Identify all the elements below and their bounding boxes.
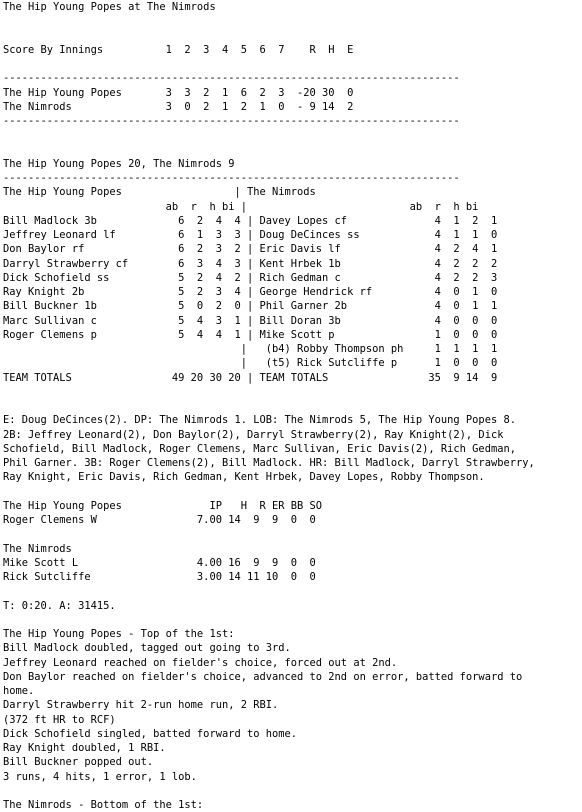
text-line: Score By Innings 1 2 3 4 5 6 7 R H E <box>3 43 354 56</box>
text-line <box>3 143 582 157</box>
text-line: The Hip Young Popes | The Nimrods <box>3 186 316 199</box>
text-line: Roger Clemens W 7.00 14 9 9 0 0 <box>3 514 316 526</box>
text-line: ab r h bi | ab r h bi <box>3 200 479 213</box>
text-line: E: Doug DeCinces(2). DP: The Nimrods 1. LOB: The Nimrods 5, The Hip Young Popes 8. <box>3 414 516 427</box>
text-line: The Hip Young Popes at The Nimrods <box>3 1 216 13</box>
text-line: (372 ft HR to RCF) <box>3 713 116 726</box>
text-line: Dick Schofield singled, batted forward to home. <box>3 727 298 740</box>
text-line: ------------------------------------------------------------------------- <box>3 72 460 85</box>
text-line: Jeffrey Leonard lf 6 1 3 3 | Doug DeCinces ss 4 1 1 0 <box>3 229 498 241</box>
text-line <box>3 584 582 598</box>
text-line: 2B: Jeffrey Leonard(2), Don Baylor(2), Darryl Strawberry(2), Ray Knight(2), Dick <box>3 428 504 441</box>
text-line <box>3 527 582 541</box>
text-line: Darryl Strawberry hit 2-run home run, 2 RBI. <box>3 699 279 712</box>
text-line: | (b4) Robby Thompson ph 1 1 1 1 <box>3 343 498 355</box>
text-line <box>3 29 582 43</box>
text-line <box>3 613 582 627</box>
text-line: The Nimrods 3 0 2 1 2 1 0 - 9 14 2 <box>3 100 354 113</box>
text-line: Mike Scott L 4.00 16 9 9 0 0 <box>3 556 316 569</box>
text-line <box>3 57 582 71</box>
text-line: Bill Buckner popped out. <box>3 756 154 769</box>
text-line: Rick Sutcliffe 3.00 14 11 10 0 0 <box>3 571 316 583</box>
text-line: Ray Knight doubled, 1 RBI. <box>3 742 166 754</box>
text-line: Roger Clemens p 5 4 4 1 | Mike Scott p 1 0 0 0 <box>3 328 498 341</box>
text-line: Jeffrey Leonard reached on fielder's choice, forced out at 2nd. <box>3 656 398 669</box>
text-line: ------------------------------------------------------------------------- <box>3 172 460 184</box>
text-line: Marc Sullivan c 5 4 3 1 | Bill Doran 3b 4 0 0 0 <box>3 314 498 327</box>
text-line: ------------------------------------------------------------------------- <box>3 115 460 127</box>
text-line: Don Baylor reached on fielder's choice, advanced to 2nd on error, batted forward to <box>3 670 523 683</box>
text-line <box>3 385 582 399</box>
text-line: Ray Knight 2b 5 2 3 4 | George Hendrick rf 4 0 1 0 <box>3 286 498 298</box>
text-line: The Nimrods <box>3 542 72 555</box>
text-line: Phil Garner. 3B: Roger Clemens(2), Bill Madlock. HR: Bill Madlock, Darryl Strawberry, <box>3 457 535 469</box>
text-line: The Hip Young Popes IP H R ER BB SO <box>3 499 323 512</box>
text-line <box>3 128 582 142</box>
text-line: | (t5) Rick Sutcliffe p 1 0 0 0 <box>3 357 498 370</box>
text-line: Bill Buckner 1b 5 0 2 0 | Phil Garner 2b 4 0 1 1 <box>3 300 498 313</box>
text-line: Ray Knight, Eric Davis, Rich Gedman, Kent Hrbek, Davey Lopes, Robby Thompson. <box>3 471 485 484</box>
text-line: Bill Madlock doubled, tagged out going to 3rd. <box>3 642 291 655</box>
text-line <box>3 399 582 413</box>
text-line: The Nimrods - Bottom of the 1st: <box>3 799 204 811</box>
text-line: home. <box>3 685 35 697</box>
text-line: Schofield, Bill Madlock, Roger Clemens, Marc Sullivan, Eric Davis(2), Rich Gedman, <box>3 442 516 455</box>
text-line: Don Baylor rf 6 2 3 2 | Eric Davis lf 4 2 4 1 <box>3 243 498 256</box>
text-line: T: 0:20. A: 31415. <box>3 599 116 612</box>
text-line: Darryl Strawberry cf 6 3 4 3 | Kent Hrbek 1b 4 2 2 2 <box>3 257 498 270</box>
text-line: The Hip Young Popes 20, The Nimrods 9 <box>3 157 235 170</box>
text-line: TEAM TOTALS 49 20 30 20 | TEAM TOTALS 35 9 14 9 <box>3 371 498 384</box>
text-line: The Hip Young Popes - Top of the 1st: <box>3 628 235 640</box>
text-line: Dick Schofield ss 5 2 4 2 | Rich Gedman c 4 2 2 3 <box>3 271 498 284</box>
text-line <box>3 14 582 28</box>
text-line: The Hip Young Popes 3 3 2 1 6 2 3 -20 30 0 <box>3 86 354 99</box>
text-line <box>3 784 582 798</box>
text-line: 3 runs, 4 hits, 1 error, 1 lob. <box>3 770 197 783</box>
text-line: Bill Madlock 3b 6 2 4 4 | Davey Lopes cf 4 1 2 1 <box>3 214 498 227</box>
text-line <box>3 485 582 499</box>
